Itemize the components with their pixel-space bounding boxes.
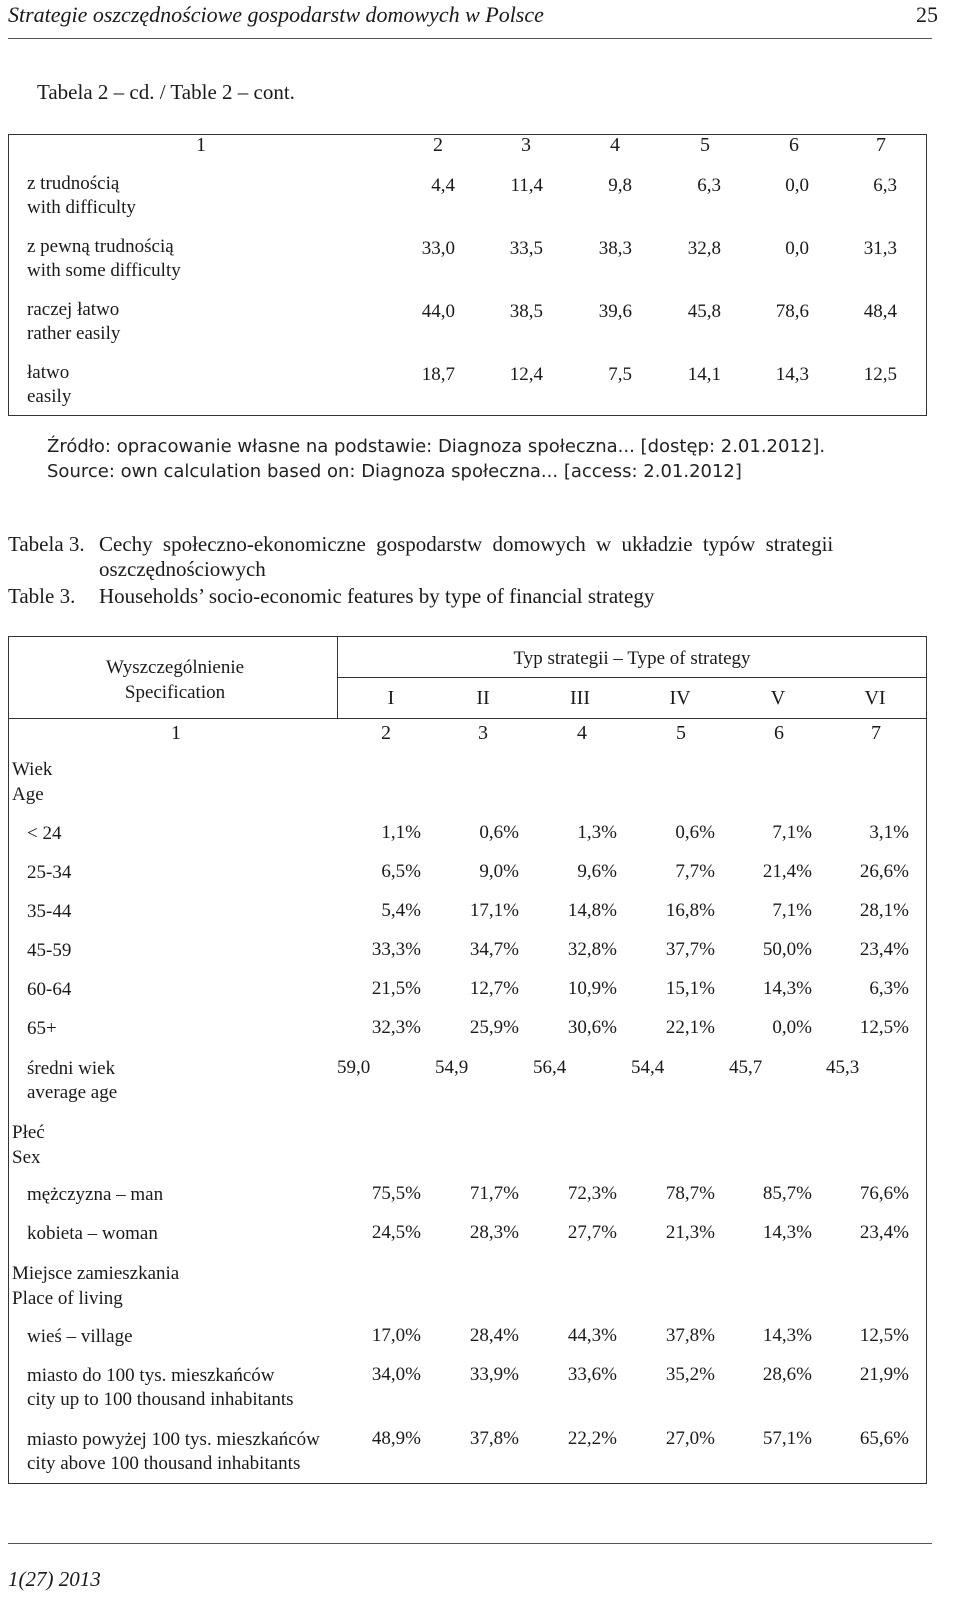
type-label: V: [770, 687, 786, 709]
group-heading-en: Age: [12, 784, 44, 805]
table-cell: 28,1%: [859, 900, 909, 921]
table-cell: 11,4: [510, 175, 543, 196]
table2-colnum: 7: [876, 134, 886, 156]
table2-caption: Tabela 2 – cd. / Table 2 – cont.: [37, 80, 295, 104]
row-label: 35-44: [27, 901, 72, 922]
row-label-en: rather easily: [27, 323, 121, 344]
table-cell: 54,4: [631, 1057, 665, 1078]
table-cell: 0,6%: [479, 822, 519, 843]
table-cell: 59,0: [337, 1057, 371, 1078]
table-cell: 5,4%: [381, 900, 421, 921]
type-label: VI: [864, 687, 886, 709]
table-cell: 34,7%: [469, 939, 519, 960]
column-number: 1: [171, 722, 181, 744]
type-label: III: [570, 687, 590, 709]
row-label: 60-64: [27, 979, 72, 1000]
table-cell: 30,6%: [567, 1017, 617, 1038]
table-cell: 14,3%: [762, 978, 812, 999]
row-label: średni wiek: [27, 1058, 116, 1079]
row-label: miasto do 100 tys. mieszkańców: [27, 1365, 275, 1386]
table-cell: 37,8%: [469, 1428, 519, 1449]
group-heading-en: Place of living: [12, 1288, 123, 1309]
row-label: wieś – village: [27, 1326, 133, 1347]
row-label: raczej łatwo: [27, 299, 120, 320]
table-cell: 14,3%: [762, 1325, 812, 1346]
table-cell: 6,3%: [869, 978, 909, 999]
table-cell: 23,4%: [859, 1222, 909, 1243]
table-cell: 9,8: [608, 175, 632, 196]
source-note-pl: Źródło: opracowanie własne na podstawie: Diagnoza społeczna... [dostęp: 2.01.2012].: [47, 436, 826, 457]
row-label: miasto powyżej 100 tys. mieszkańców: [27, 1429, 320, 1450]
group-heading-place: [12, 1261, 179, 1311]
table-cell: 38,5: [509, 301, 543, 322]
table-cell: 15,1%: [665, 978, 715, 999]
strategy-type-header: Typ strategii – Type of strategy: [513, 648, 751, 669]
table-cell: 34,0%: [371, 1364, 421, 1385]
table3-caption-pl: Cechy społeczno-ekonomiczne gospodarstw domowych w układzie typów strategii: [99, 532, 834, 556]
table-cell: 6,5%: [381, 861, 421, 882]
table-cell: 14,1: [687, 364, 721, 385]
row-label-en: with some difficulty: [27, 260, 181, 281]
table-cell: 17,0%: [371, 1325, 421, 1346]
table-cell: 22,2%: [567, 1428, 617, 1449]
table-cell: 14,3%: [762, 1222, 812, 1243]
table-cell: 28,4%: [469, 1325, 519, 1346]
table-cell: 27,7%: [567, 1222, 617, 1243]
issue-number: 1(27) 2013: [8, 1567, 101, 1591]
table3-caption-en: Households’ socio-economic features by type of financial strategy: [99, 584, 655, 608]
table-cell: 25,9%: [469, 1017, 519, 1038]
table-cell: 44,3%: [567, 1325, 617, 1346]
table2-colnum: 5: [700, 134, 710, 156]
table3-divider: [8, 718, 927, 719]
table-cell: 21,3%: [665, 1222, 715, 1243]
table-cell: 35,2%: [665, 1364, 715, 1385]
table-cell: 32,3%: [371, 1017, 421, 1038]
table-cell: 0,0%: [772, 1017, 812, 1038]
table2-colnum: 6: [789, 134, 799, 156]
table-cell: 12,5%: [859, 1017, 909, 1038]
row-label-en: with difficulty: [27, 197, 136, 218]
row-label: łatwo: [27, 362, 70, 383]
table-cell: 27,0%: [665, 1428, 715, 1449]
table3-caption-label: Tabela 3.: [8, 532, 85, 556]
row-label: 65+: [27, 1018, 57, 1039]
table-cell: 12,5: [863, 364, 897, 385]
column-number: 4: [577, 722, 587, 744]
table-cell: 4,4: [431, 175, 455, 196]
table-cell: 3,1%: [869, 822, 909, 843]
table-cell: 33,9%: [469, 1364, 519, 1385]
table3-caption-pl-cont: oszczędnościowych: [99, 557, 266, 581]
row-label-en: average age: [27, 1082, 118, 1103]
table-cell: 12,7%: [469, 978, 519, 999]
table-cell: 1,3%: [577, 822, 617, 843]
table-cell: 21,9%: [859, 1364, 909, 1385]
table-cell: 28,6%: [762, 1364, 812, 1385]
table-cell: 21,4%: [762, 861, 812, 882]
type-label: II: [476, 687, 490, 709]
column-number: 2: [381, 722, 391, 744]
table-cell: 33,5: [509, 238, 543, 259]
table-cell: 45,3: [826, 1057, 860, 1078]
table-cell: 12,5%: [859, 1325, 909, 1346]
table-cell: 56,4: [533, 1057, 567, 1078]
table-cell: 14,3: [775, 364, 809, 385]
table-cell: 75,5%: [371, 1183, 421, 1204]
table-cell: 7,1%: [772, 900, 812, 921]
row-label: 25-34: [27, 862, 72, 883]
page-number: 25: [916, 2, 938, 27]
table3-divider: [337, 677, 927, 678]
table-cell: 71,7%: [469, 1183, 519, 1204]
table-cell: 32,8%: [567, 939, 617, 960]
table-cell: 18,7: [421, 364, 455, 385]
row-label: 45-59: [27, 940, 72, 961]
row-label-en: easily: [27, 386, 72, 407]
group-heading-en: Sex: [12, 1147, 41, 1168]
row-label: < 24: [27, 823, 62, 844]
table-cell: 16,8%: [665, 900, 715, 921]
spec-en: Specification: [124, 682, 226, 703]
column-number: 3: [478, 722, 488, 744]
table-cell: 24,5%: [371, 1222, 421, 1243]
row-label: mężczyzna – man: [27, 1184, 164, 1205]
table-cell: 65,6%: [859, 1428, 909, 1449]
group-heading-pl: Płeć: [12, 1122, 45, 1143]
column-number: 6: [774, 722, 784, 744]
table-cell: 0,0: [785, 238, 809, 259]
table-cell: 7,1%: [772, 822, 812, 843]
table-cell: 38,3: [598, 238, 632, 259]
table-cell: 45,8: [687, 301, 721, 322]
table-cell: 6,3: [873, 175, 897, 196]
specification-header: [80, 655, 270, 705]
table-cell: 57,1%: [762, 1428, 812, 1449]
footer-rule: [8, 1543, 932, 1544]
table-cell: 7,7%: [675, 861, 715, 882]
row-label: kobieta – woman: [27, 1223, 158, 1244]
table-cell: 0,0: [785, 175, 809, 196]
header-rule: [8, 38, 932, 39]
table-cell: 9,0%: [479, 861, 519, 882]
table2-colnum: 2: [433, 134, 443, 156]
table-cell: 50,0%: [762, 939, 812, 960]
table3-caption-label-en: Table 3.: [8, 584, 76, 608]
type-label: I: [387, 687, 395, 709]
group-heading-pl: Wiek: [12, 759, 53, 780]
row-label: z pewną trudnością: [27, 236, 174, 257]
table-cell: 7,5: [608, 364, 632, 385]
row-label-en: city above 100 thousand inhabitants: [27, 1453, 301, 1474]
table-cell: 22,1%: [665, 1017, 715, 1038]
table-cell: 76,6%: [859, 1183, 909, 1204]
table-cell: 28,3%: [469, 1222, 519, 1243]
table2-colnum: 1: [196, 134, 206, 156]
table-cell: 33,3%: [371, 939, 421, 960]
column-number: 5: [676, 722, 686, 744]
table-cell: 85,7%: [762, 1183, 812, 1204]
table-cell: 23,4%: [859, 939, 909, 960]
table-cell: 54,9: [435, 1057, 469, 1078]
table2-colnum: 4: [610, 134, 620, 156]
table-cell: 6,3: [697, 175, 721, 196]
source-note-en: Source: own calculation based on: Diagnoza społeczna... [access: 2.01.2012]: [47, 461, 742, 482]
table-cell: 48,4: [863, 301, 897, 322]
table-cell: 33,6%: [567, 1364, 617, 1385]
table-cell: 48,9%: [371, 1428, 421, 1449]
table-cell: 78,6: [775, 301, 809, 322]
table-cell: 10,9%: [567, 978, 617, 999]
group-heading-age: [12, 757, 52, 807]
table-cell: 45,7: [729, 1057, 763, 1078]
table-cell: 44,0: [421, 301, 455, 322]
table-cell: 9,6%: [577, 861, 617, 882]
group-heading-pl: Miejsce zamieszkania: [12, 1263, 180, 1284]
table-cell: 37,7%: [665, 939, 715, 960]
table-cell: 17,1%: [469, 900, 519, 921]
row-label-en: city up to 100 thousand inhabitants: [27, 1389, 294, 1410]
table-cell: 26,6%: [859, 861, 909, 882]
table-cell: 1,1%: [381, 822, 421, 843]
group-heading-sex: [12, 1120, 45, 1170]
spec-pl: Wyszczególnienie: [105, 657, 245, 678]
table-cell: 32,8: [687, 238, 721, 259]
table-cell: 33,0: [421, 238, 455, 259]
table-cell: 72,3%: [567, 1183, 617, 1204]
table-cell: 78,7%: [665, 1183, 715, 1204]
table2-colnum: 3: [521, 134, 531, 156]
table-cell: 0,6%: [675, 822, 715, 843]
row-label: z trudnością: [27, 173, 120, 194]
running-header-title: Strategie oszczędnościowe gospodarstw domowych w Polsce: [8, 2, 544, 27]
table-cell: 39,6: [598, 301, 632, 322]
table-cell: 31,3: [863, 238, 897, 259]
table-cell: 37,8%: [665, 1325, 715, 1346]
table-cell: 12,4: [509, 364, 543, 385]
column-number: 7: [871, 722, 881, 744]
type-label: IV: [669, 687, 691, 709]
table-cell: 14,8%: [567, 900, 617, 921]
table-cell: 21,5%: [371, 978, 421, 999]
